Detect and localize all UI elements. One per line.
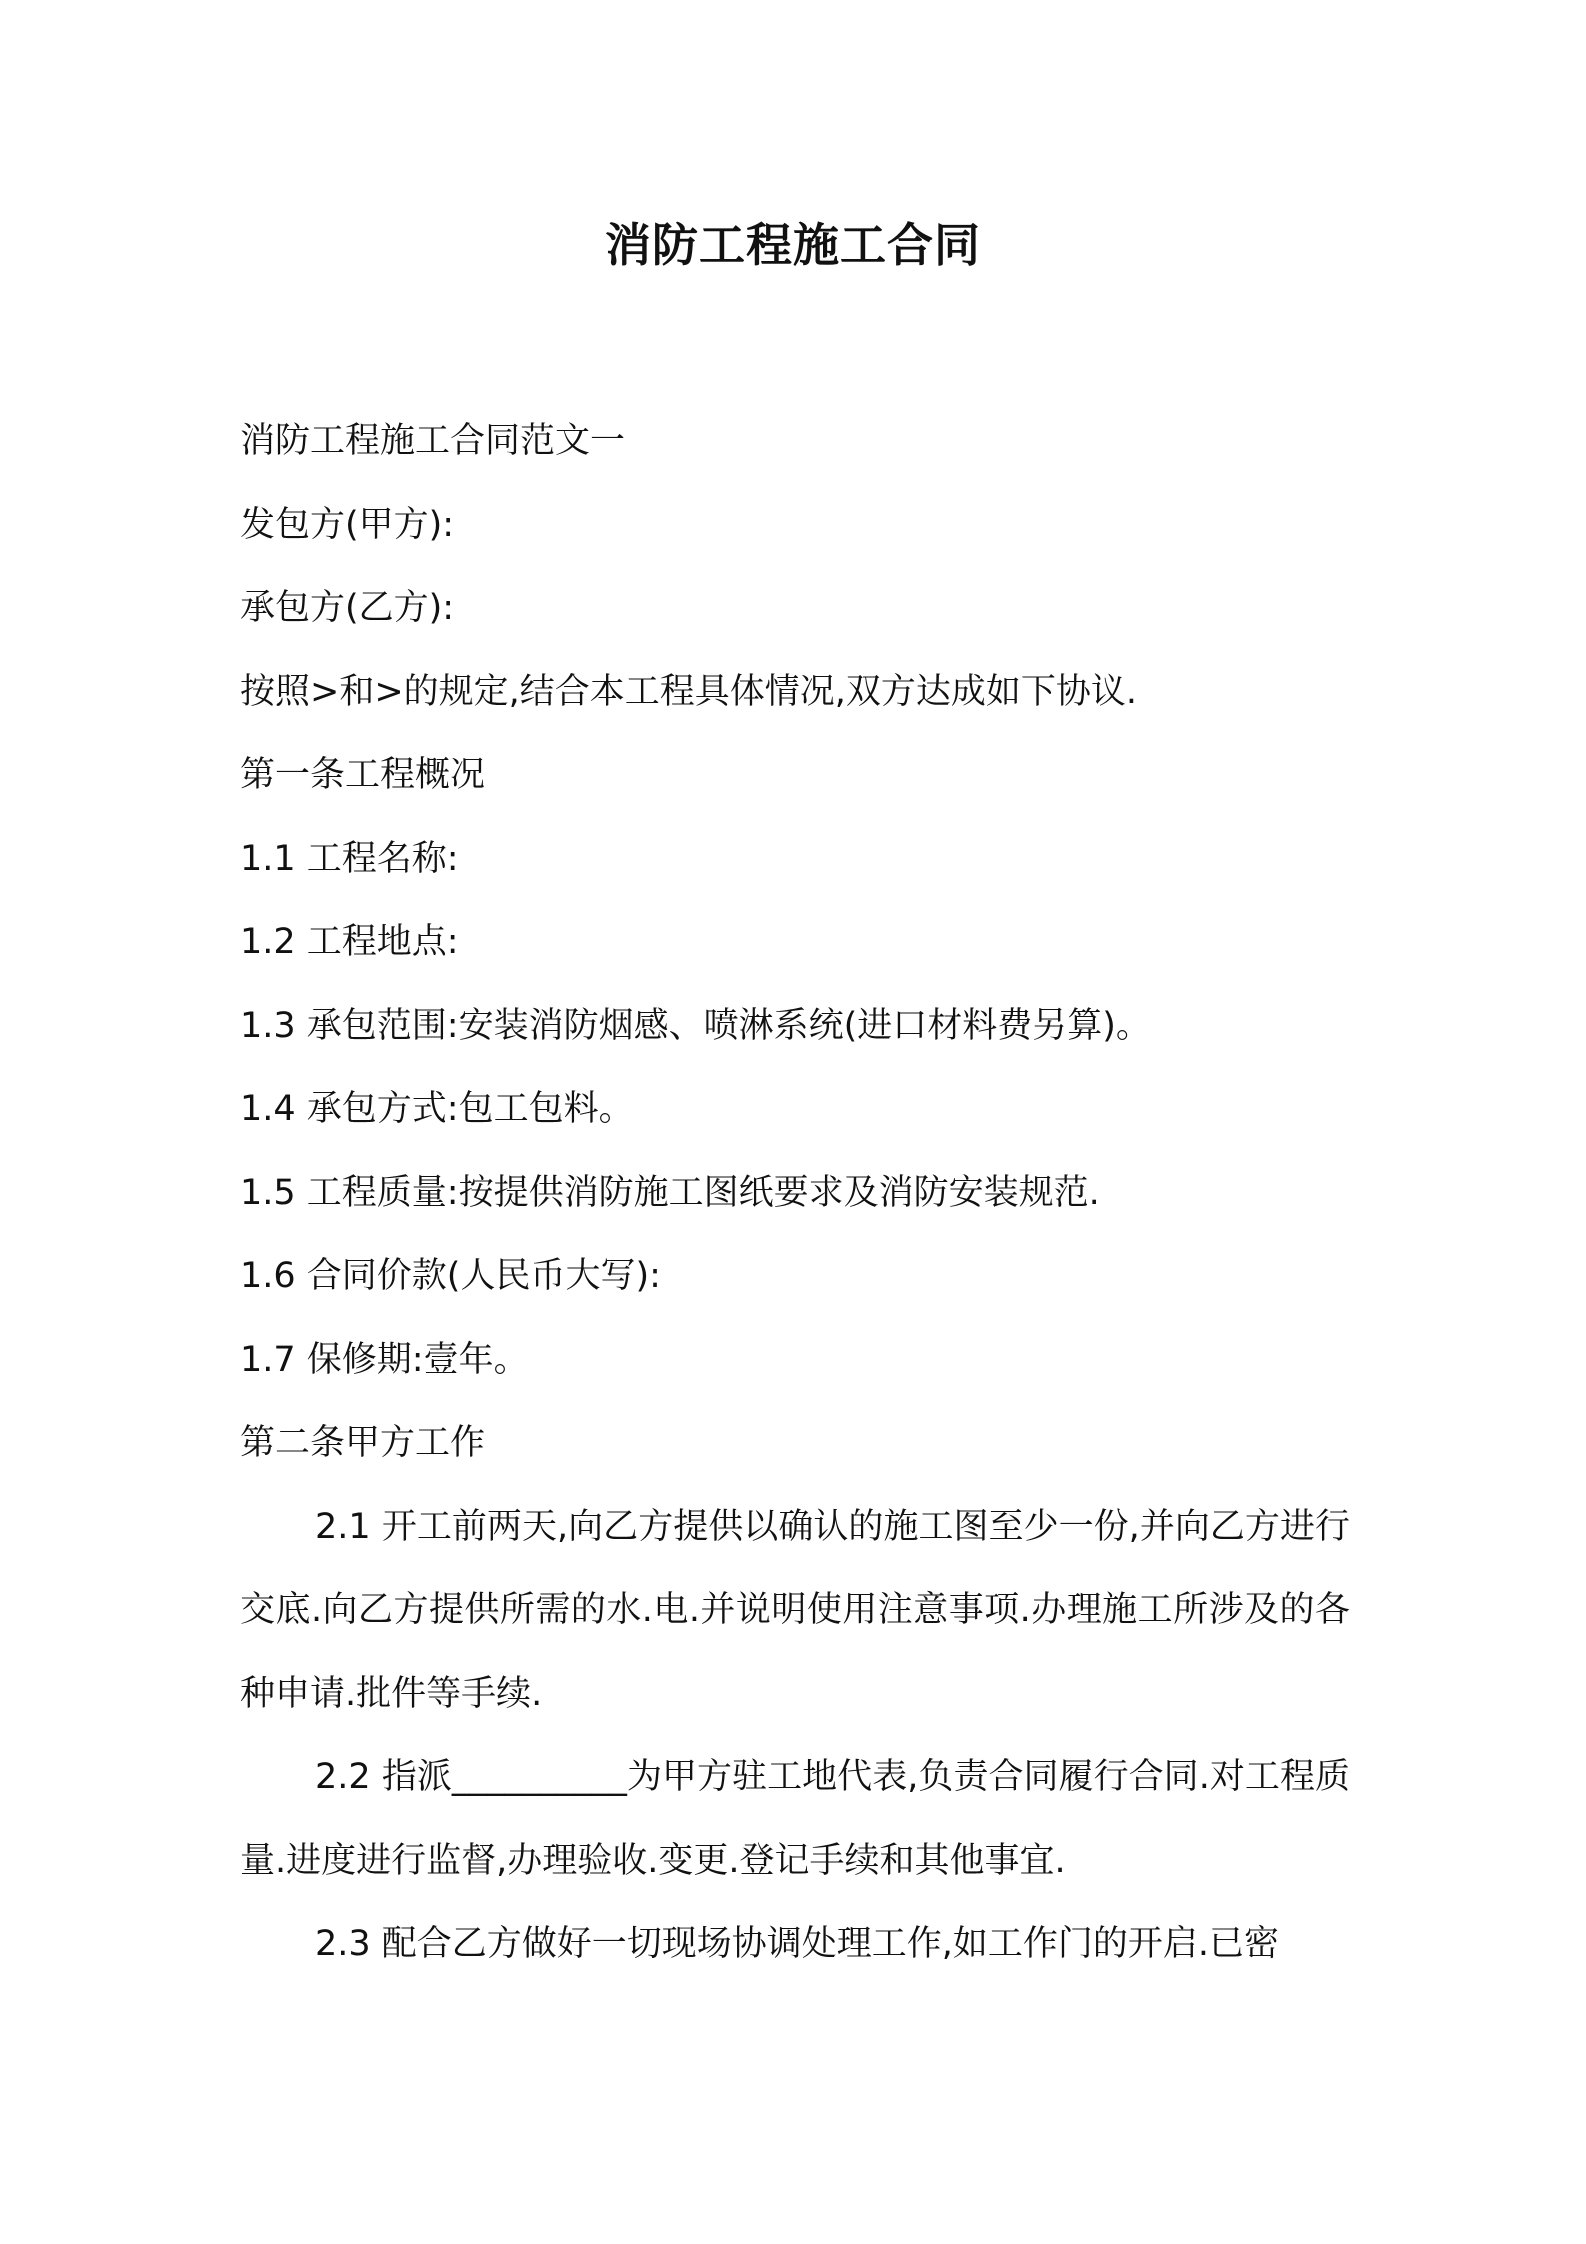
article-one-heading: 第一条工程概况 [240,755,486,795]
party-a-line: 发包方(甲方): [240,504,455,545]
party-b-line: 承包方(乙方): [240,588,455,628]
clause-2-1: 2.1 开工前两天,向乙方提供以确认的施工图至少一份,并向乙方进行交底.向乙方提供所需的水.电.并说明使用注意事项.办理施工所涉及的各种申请.批件等手续. [240,1506,1350,1714]
clause-2-2: 2.2 指派__________为甲方驻工地代表,负责合同履行合同.对工程质量.进度进行监督,办理验收.变更.登记手续和其他事宜. [240,1757,1350,1881]
clause-1-5: 1.5 工程质量:按提供消防施工图纸要求及消防安装规范. [240,1172,1100,1213]
clause-1-4: 1.4 承包方式:包工包料。 [240,1089,634,1129]
document-title: 消防工程施工合同 [605,218,981,272]
document-body [240,400,1350,1987]
clause-1-1: 1.1 工程名称: [240,838,459,879]
clause-2-3: 2.3 配合乙方做好一切现场协调处理工作,如工作门的开启.已密 [315,1924,1280,1964]
agreement-intro: 按照>和>的规定,结合本工程具体情况,双方达成如下协议. [240,671,1138,712]
clause-1-7: 1.7 保修期:壹年。 [240,1339,529,1380]
clause-1-3: 1.3 承包范围:安装消防烟感、喷淋系统(进口材料费另算)。 [240,1005,1151,1046]
clause-1-6: 1.6 合同价款(人民币大写): [240,1256,661,1296]
clause-1-2: 1.2 工程地点: [240,922,459,962]
article-two-heading: 第二条甲方工作 [240,1423,486,1463]
document-subtitle: 消防工程施工合同范文一 [240,421,626,461]
